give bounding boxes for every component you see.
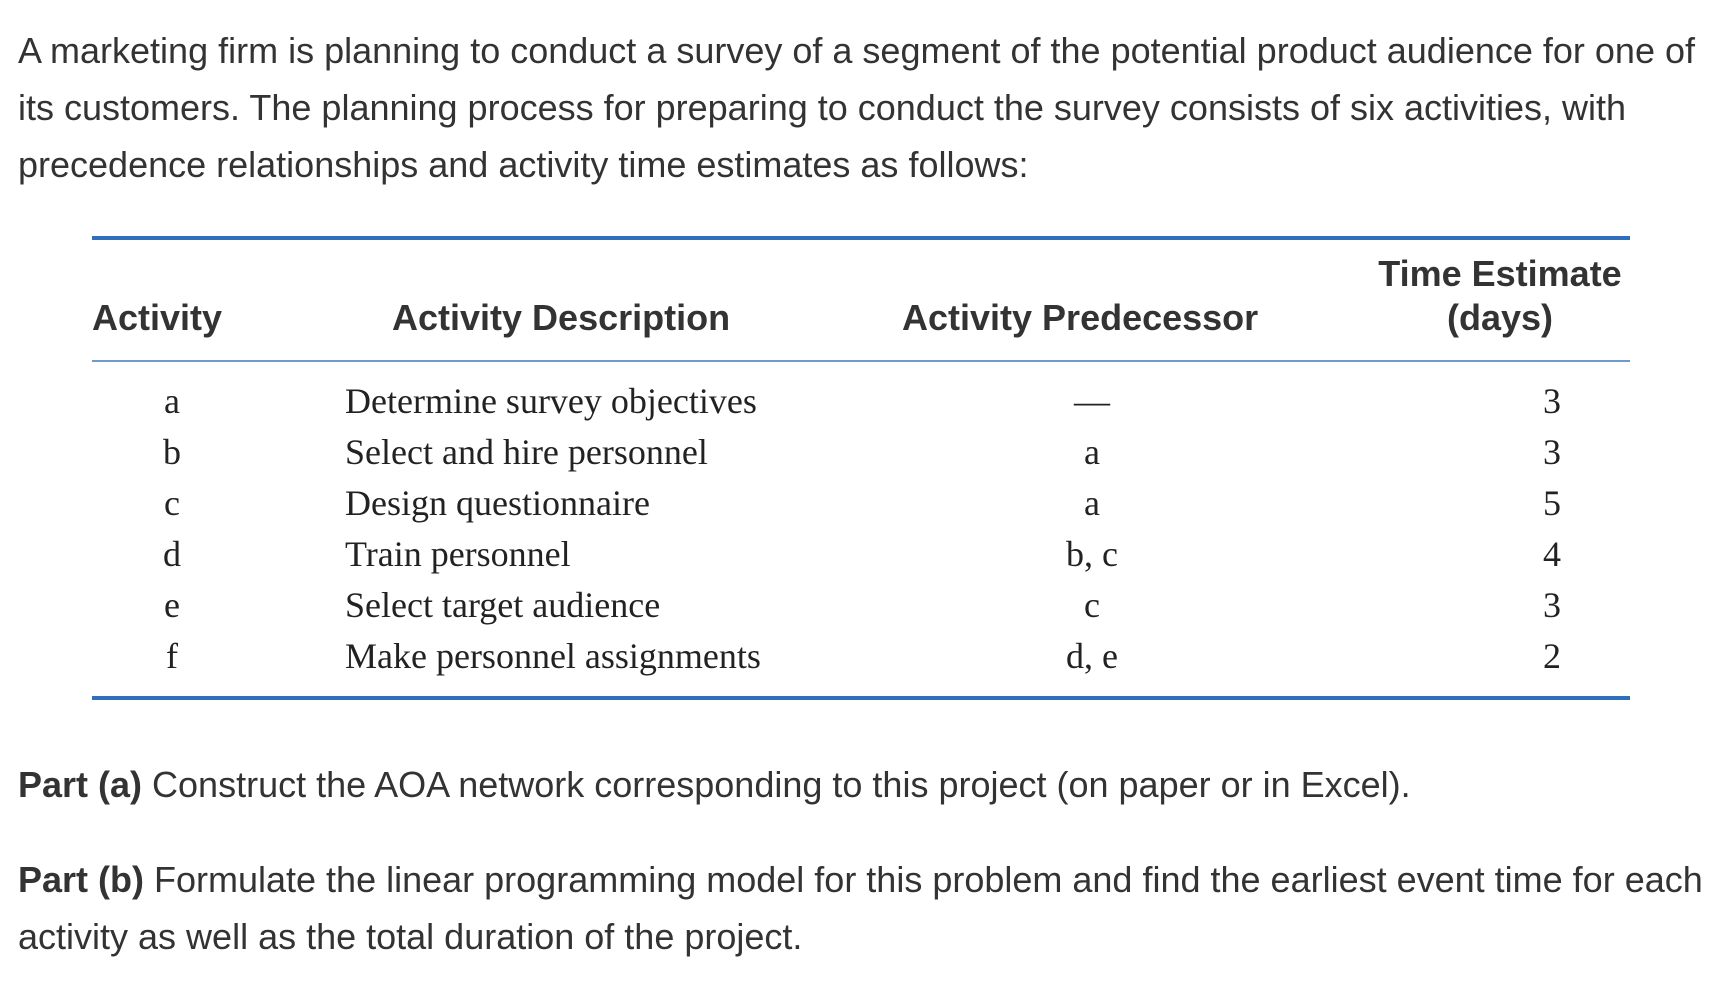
- header-time-line2: (days): [1446, 297, 1554, 338]
- cell-time: 3: [1543, 432, 1561, 472]
- cell-description: Select target audience: [345, 585, 661, 625]
- cell-activity: b: [163, 432, 181, 472]
- table-row: [92, 376, 1630, 427]
- cell-activity: a: [164, 381, 180, 421]
- header-activity: Activity: [92, 297, 223, 338]
- cell-predecessor: —: [1074, 381, 1110, 421]
- cell-time: 3: [1543, 585, 1561, 625]
- cell-activity: f: [166, 636, 178, 676]
- table-header: [92, 240, 1630, 360]
- cell-time: 2: [1543, 636, 1561, 676]
- cell-description: Make personnel assignments: [345, 636, 761, 676]
- problem-intro: A marketing firm is planning to conduct a survey of a segment of the potential product audience for one of its customers. The planning process for preparing to conduct the survey consists of six activities, with precedence relationships and activity time estimates as follows:: [18, 30, 1695, 185]
- cell-activity: c: [164, 483, 180, 523]
- cell-description: Design questionnaire: [345, 483, 650, 523]
- cell-time: 4: [1543, 534, 1561, 574]
- table-row: [92, 631, 1630, 682]
- table-row: [92, 427, 1630, 478]
- cell-description: Select and hire personnel: [345, 432, 708, 472]
- part-a-label: Part (a): [18, 764, 143, 805]
- part-b: [18, 851, 1708, 965]
- table-row: [92, 580, 1630, 631]
- cell-predecessor: b, c: [1066, 534, 1118, 574]
- header-time-line1: Time Estimate: [1378, 253, 1622, 294]
- cell-predecessor: d, e: [1066, 636, 1118, 676]
- activity-table: [92, 236, 1630, 700]
- cell-predecessor: a: [1084, 483, 1100, 523]
- part-a-text: Construct the AOA network corresponding to this project (on paper or in Excel).: [142, 764, 1411, 805]
- cell-predecessor: c: [1084, 585, 1100, 625]
- cell-activity: e: [164, 585, 180, 625]
- cell-description: Train personnel: [345, 534, 571, 574]
- question-parts: [18, 756, 1708, 1003]
- cell-time: 3: [1543, 381, 1561, 421]
- header-predecessor: Activity Predecessor: [902, 297, 1259, 338]
- part-b-label: Part (b): [18, 859, 144, 900]
- cell-predecessor: a: [1084, 432, 1100, 472]
- part-b-text: Formulate the linear programming model for this problem and find the earliest event time for each activity as well as the total duration of the project.: [18, 859, 1703, 957]
- part-a: [18, 756, 1708, 813]
- table-bottom-rule: [92, 696, 1630, 700]
- header-time-estimate: [1370, 252, 1630, 340]
- cell-description: Determine survey objectives: [345, 381, 757, 421]
- table-row: [92, 478, 1630, 529]
- header-description: Activity Description: [392, 297, 731, 338]
- table-body: [92, 362, 1630, 696]
- table-row: [92, 529, 1630, 580]
- cell-time: 5: [1543, 483, 1561, 523]
- cell-activity: d: [163, 534, 181, 574]
